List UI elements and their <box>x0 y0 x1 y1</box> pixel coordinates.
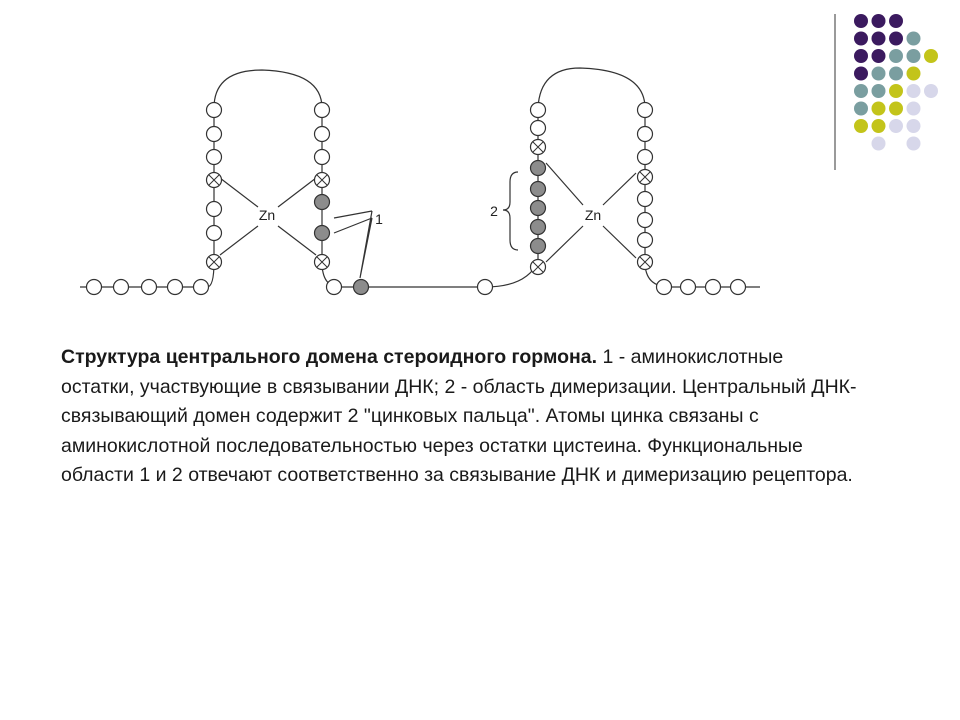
highlighted-residue <box>531 239 546 254</box>
amino-acid-residue <box>114 280 129 295</box>
amino-acid-residue <box>315 150 330 165</box>
amino-acid-residue <box>207 202 222 217</box>
amino-acid-residue <box>327 280 342 295</box>
caption-title: Структура центрального домена стероидного гормона. <box>61 346 598 368</box>
region-1-pointers <box>334 211 372 278</box>
amino-acid-residue <box>681 280 696 295</box>
highlighted-residue <box>531 161 546 176</box>
amino-acid-residue <box>531 103 546 118</box>
amino-acid-residue <box>142 280 157 295</box>
amino-acid-residue <box>731 280 746 295</box>
highlighted-residue <box>354 280 369 295</box>
highlighted-residue <box>531 220 546 235</box>
amino-acid-residue <box>657 280 672 295</box>
zinc-atom-right: Zn <box>584 207 602 223</box>
zinc-finger-diagram <box>0 0 960 320</box>
amino-acid-residue <box>207 226 222 241</box>
figure-caption <box>61 343 861 491</box>
amino-acid-residue <box>531 121 546 136</box>
amino-acid-residue <box>706 280 721 295</box>
amino-acid-residue <box>207 127 222 142</box>
amino-acid-residue <box>638 127 653 142</box>
amino-acid-residue <box>638 213 653 228</box>
region-2-label: 2 <box>490 203 498 219</box>
region-1-label: 1 <box>375 211 383 227</box>
amino-acid-residues <box>87 103 746 295</box>
highlighted-residue <box>531 201 546 216</box>
amino-acid-residue <box>638 192 653 207</box>
region-2-bracket <box>503 172 518 250</box>
peptide-backbone <box>80 68 760 287</box>
amino-acid-residue <box>207 103 222 118</box>
highlighted-residue <box>315 226 330 241</box>
amino-acid-residue <box>168 280 183 295</box>
amino-acid-residue <box>315 103 330 118</box>
highlighted-residue <box>315 195 330 210</box>
caption-body: 1 - аминокислотные остатки, участвующие в связывании ДНК; 2 - область димеризации. Центральный ДНК-связывающий домен содержит 2 "цинковых пальца". Атомы цинка связаны с аминокислотной последовательностью через остатки цистеина. Функциональные области 1 и 2 отвечают соответственно за связывание ДНК и димеризацию рецептора. <box>61 346 857 486</box>
amino-acid-residue <box>87 280 102 295</box>
zinc-atom-left: Zn <box>258 207 276 223</box>
backbone-and-bonds <box>80 68 760 287</box>
amino-acid-residue <box>638 233 653 248</box>
amino-acid-residue <box>315 127 330 142</box>
amino-acid-residue <box>478 280 493 295</box>
highlighted-residue <box>531 182 546 197</box>
amino-acid-residue <box>638 150 653 165</box>
amino-acid-residue <box>638 103 653 118</box>
amino-acid-residue <box>194 280 209 295</box>
amino-acid-residue <box>207 150 222 165</box>
